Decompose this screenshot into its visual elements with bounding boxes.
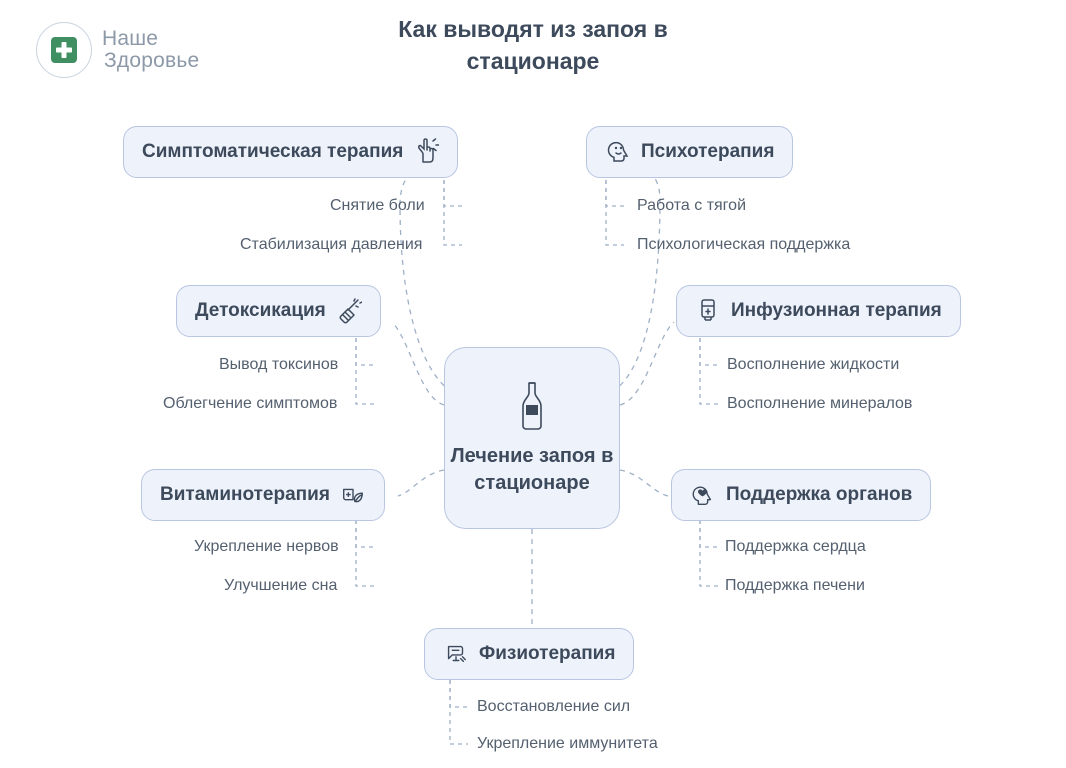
center-node[interactable] [444,347,620,529]
broom-clean-icon [336,297,362,325]
sub-organ-support-1: Поддержка сердца [725,538,866,555]
node-physio[interactable] [424,628,634,680]
node-physio-label: Физиотерапия [479,643,616,664]
sub-organ-support-2: Поддержка печени [725,577,865,594]
sub-symptomatic-2: Стабилизация давления [240,236,423,253]
head-mind-icon [605,138,631,166]
node-organ-support[interactable] [671,469,931,521]
brand-name [102,28,199,72]
node-organ-support-label: Поддержка органов [726,484,913,505]
node-vitamin-label: Витаминотерапия [160,484,330,505]
head-shield-icon [690,481,716,509]
sub-psychotherapy-1: Работа с тягой [637,197,746,214]
sub-physio-1: Восстановление сил [477,698,631,715]
medkit-leaf-icon [340,481,366,509]
brand-name-line2: Здоровье [104,49,200,72]
center-node-label: Лечение запоя в стационаре [450,445,614,494]
node-vitamin[interactable] [141,469,385,521]
node-psychotherapy[interactable] [586,126,793,178]
sub-infusion-1: Восполнение жидкости [727,356,900,373]
bottle-icon [517,379,547,433]
node-infusion[interactable] [676,285,961,337]
sub-infusion-2: Восполнение минералов [727,395,913,412]
node-detox[interactable] [176,285,381,337]
node-infusion-label: Инфузионная терапия [731,300,942,321]
sub-vitamin-2: Улучшение сна [224,577,338,594]
sub-detox-2: Облегчение симптомов [163,395,338,412]
medical-cross-icon [36,22,92,78]
brand-name-line1: Наше [102,26,159,50]
sub-detox-1: Вывод токсинов [219,356,339,373]
node-psychotherapy-label: Психотерапия [641,141,775,162]
sub-physio-2: Укрепление иммунитета [477,735,658,752]
iv-drip-icon [695,297,721,325]
sub-vitamin-1: Укрепление нервов [194,538,339,555]
therapy-device-icon [443,640,469,668]
page-title: Как выводят из запоя в стационаре [398,16,668,74]
sub-symptomatic-1: Снятие боли [330,197,425,214]
node-symptomatic-label: Симптоматическая терапия [142,141,404,162]
hand-pain-icon [413,138,439,166]
node-symptomatic[interactable] [123,126,458,178]
sub-psychotherapy-2: Психологическая поддержка [637,236,851,253]
node-detox-label: Детоксикация [195,300,326,321]
brand-logo [36,22,199,78]
